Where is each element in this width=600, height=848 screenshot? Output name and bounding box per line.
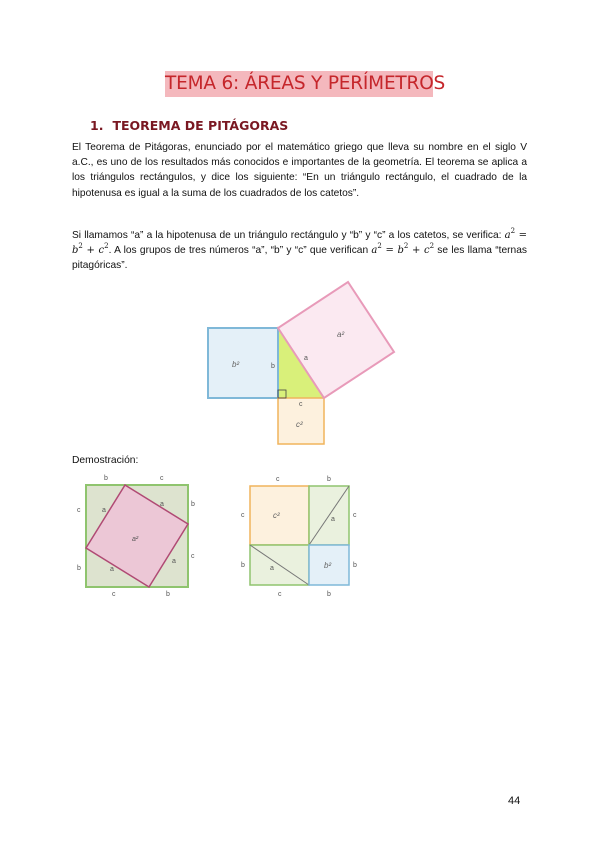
bottom-c-label: c xyxy=(112,591,116,598)
side-b-label: b xyxy=(271,363,275,370)
inner-a-bottom-left: a xyxy=(110,566,114,573)
top-c-label: c xyxy=(276,476,280,483)
pythagorean-formula: $a^2 = b^2 + c^2$ xyxy=(72,227,527,257)
square-b-label: b² xyxy=(232,360,240,369)
top-b-label: b xyxy=(327,476,331,483)
definition-text-3: se les llama “ternas pitagóricas”. xyxy=(72,245,527,272)
section-heading xyxy=(90,118,288,133)
demo-right-figure xyxy=(236,472,366,602)
intro-paragraph: El Teorema de Pitágoras, enunciado por el matemático griego que lleva su nombre en el siglo V a.C., es uno de los resultados más conocidos e importantes de la geometría. El teorema se aplica a los triángulos rectángulos, y dice los siguiente: “En un triángulo rectángulo, el cuadrado de la hipotenusa es igual a la suma de los cuadrados de los catetos”. xyxy=(72,142,527,199)
side-c-label: c xyxy=(299,401,303,408)
inner-a-bottom-right: a xyxy=(172,558,176,565)
left-b-label: b xyxy=(77,565,81,572)
inner-a-top-left: a xyxy=(102,507,106,514)
inner-area-label: a² xyxy=(132,536,139,543)
left-b-label: b xyxy=(241,562,245,569)
pythagorean-formula: $a^2 = b^2 + c^2$ xyxy=(371,242,435,257)
right-b-label: b xyxy=(353,562,357,569)
rect-bottom-a-label: a xyxy=(270,565,274,572)
bottom-c-label: c xyxy=(278,591,282,598)
demo-left-figure xyxy=(72,472,202,602)
definition-text-2: . A los grupos de tres números “a”, “b” y “c” que verifican xyxy=(108,245,372,257)
square-b xyxy=(208,328,278,398)
top-c-label: c xyxy=(160,475,164,482)
b-square-label: b² xyxy=(324,561,332,570)
left-c-label: c xyxy=(77,507,81,514)
right-c-label: c xyxy=(191,553,195,560)
c-square-label: c² xyxy=(273,511,280,520)
page-number: 44 xyxy=(508,795,521,807)
page-title: TEMA 6: ÁREAS Y PERÍMETROS xyxy=(165,71,433,97)
square-c-label: c² xyxy=(296,420,303,429)
definition-text-1: Si llamamos “a” a la hipotenusa de un triángulo rectángulo y “b” y “c” a los catetos, se verifica: xyxy=(72,230,505,241)
bottom-b-label: b xyxy=(166,591,170,598)
inner-a-top-right: a xyxy=(160,501,164,508)
square-a-label: a² xyxy=(337,330,345,339)
top-b-label: b xyxy=(104,475,108,482)
side-a-label: a xyxy=(304,355,308,362)
definition-paragraph xyxy=(72,228,527,274)
left-c-label: c xyxy=(241,512,245,519)
section-number: 1. xyxy=(90,118,104,133)
pythagoras-figure xyxy=(200,278,400,448)
demo-label: Demostración: xyxy=(72,455,139,466)
right-c-label: c xyxy=(353,512,357,519)
right-b-label: b xyxy=(191,501,195,508)
section-title: TEOREMA DE PITÁGORAS xyxy=(112,118,289,133)
rect-top-a-label: a xyxy=(331,516,335,523)
bottom-b-label: b xyxy=(327,591,331,598)
